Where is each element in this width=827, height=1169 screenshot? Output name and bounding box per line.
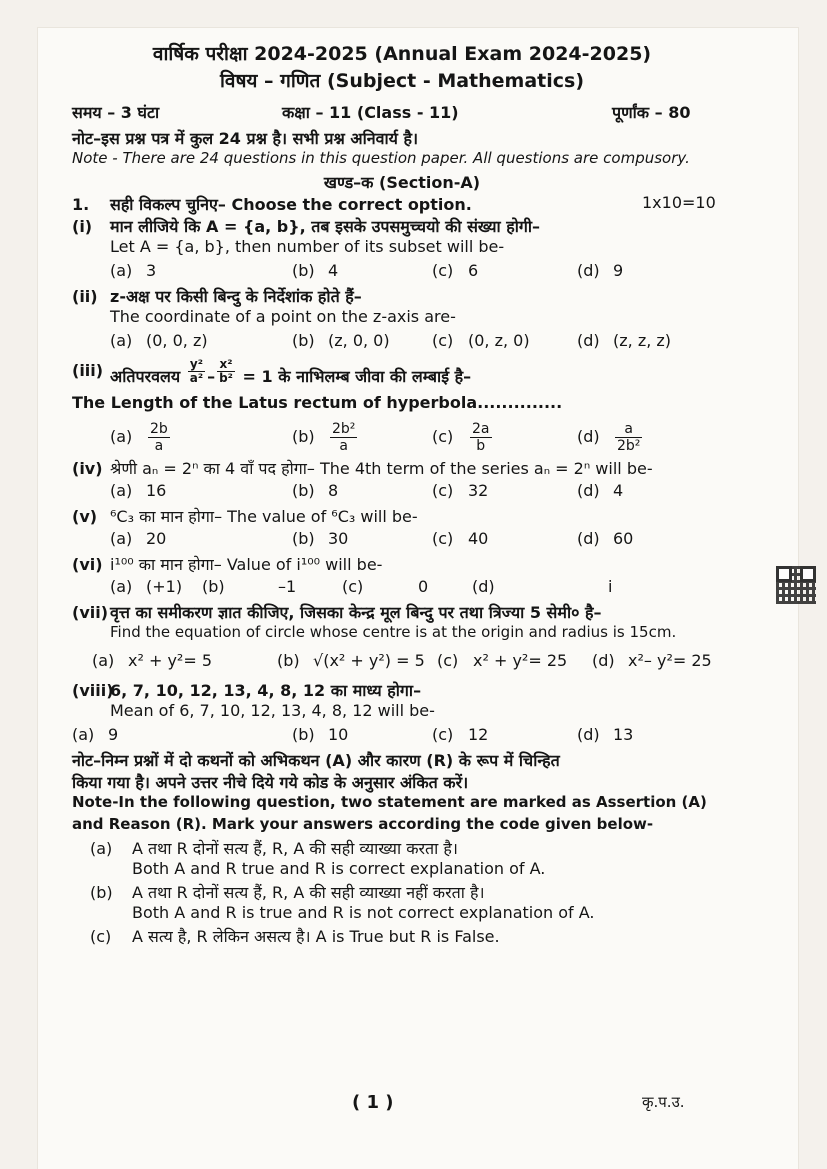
question-iii-options bbox=[72, 415, 732, 457]
question-1-number: 1. bbox=[72, 195, 90, 214]
question-vi-text: i¹⁰⁰ का मान होगा– Value of i¹⁰⁰ will be- bbox=[110, 555, 383, 574]
code-c: (c) A सत्य है, R लेकिन असत्य है। A is True but R is False. bbox=[90, 927, 500, 946]
question-vii-english: Find the equation of circle whose centre is at the origin and radius is 15cm. bbox=[110, 623, 677, 641]
hyperbola-x-term: $\frac{\text{x²}}{\text{b²}}$ bbox=[219, 357, 233, 385]
option-c: (c) $\frac{2a}{b}$ bbox=[432, 421, 490, 454]
ar-note-english-2: and Reason (R). Mark your answers according the code given below- bbox=[72, 815, 654, 833]
question-i-options bbox=[72, 259, 732, 285]
page-number: ( 1 ) bbox=[352, 1092, 394, 1113]
option-c: (c) 12 bbox=[432, 725, 489, 744]
ar-note-hindi-1: नोट–निम्न प्रश्नों में दो कथनों को अभिकथन (A) और कारण (R) के रूप में चिन्हित bbox=[72, 751, 560, 770]
option-d: (d) 4 bbox=[577, 481, 624, 500]
option-a: (a) x² + y²= 5 bbox=[92, 651, 213, 670]
question-iv-number: (iv) bbox=[72, 459, 103, 478]
option-c: (c) 32 bbox=[432, 481, 489, 500]
minus-sign: – bbox=[207, 367, 216, 386]
question-vi-options bbox=[72, 575, 732, 601]
question-viii-number: (viii) bbox=[72, 681, 114, 700]
option-c: (c) 40 bbox=[432, 529, 489, 548]
question-viii-options bbox=[72, 723, 732, 749]
ar-note-english-1: Note-In the following question, two statement are marked as Assertion (A) bbox=[72, 793, 707, 811]
question-vii-options bbox=[72, 649, 732, 679]
question-vii-hindi: वृत्त का समीकरण ज्ञात कीजिए, जिसका केन्द्र मूल बिन्दु पर तथा त्रिज्या 5 सेमी० है– bbox=[110, 603, 602, 622]
exam-page bbox=[72, 40, 732, 1113]
exam-subject: विषय – गणित (Subject - Mathematics) bbox=[219, 70, 585, 92]
question-i bbox=[72, 215, 732, 237]
option-d: (d) (z, z, z) bbox=[577, 331, 672, 350]
section-heading: खण्ड–क (Section-A) bbox=[323, 173, 481, 192]
exam-time: समय – 3 घंटा bbox=[72, 103, 160, 122]
question-ii-hindi: z-अक्ष पर किसी बिन्दु के निर्देशांक होते हैं– bbox=[110, 287, 362, 306]
question-vi-number: (vi) bbox=[72, 555, 103, 574]
exam-meta-row bbox=[72, 97, 732, 127]
option-d: (d) 9 bbox=[577, 261, 624, 280]
option-c: (c) x² + y²= 25 bbox=[437, 651, 568, 670]
question-iii bbox=[72, 355, 732, 389]
question-viii-english: Mean of 6, 7, 10, 12, 13, 4, 8, 12 will be- bbox=[110, 701, 435, 720]
exam-class: कक्षा – 11 (Class - 11) bbox=[282, 103, 459, 122]
question-vi bbox=[72, 553, 732, 575]
option-d: (d) x²– y²= 25 bbox=[592, 651, 712, 670]
question-v-number: (v) bbox=[72, 507, 98, 526]
question-iv-text: श्रेणी aₙ = 2ⁿ का 4 वाँ पद होगा– The 4th term of the series aₙ = 2ⁿ will be- bbox=[110, 459, 653, 478]
question-1-heading bbox=[72, 193, 732, 215]
option-a: (a) 20 bbox=[110, 529, 167, 548]
option-a: (a) 3 bbox=[110, 261, 157, 280]
option-c: (c) (0, z, 0) bbox=[432, 331, 530, 350]
option-d: (d) $\frac{a}{\text{2b²}}$ bbox=[577, 421, 641, 454]
question-vii-number: (vii) bbox=[72, 603, 109, 622]
option-a: (a) (+1) bbox=[110, 577, 183, 596]
question-iii-hindi-pre: अतिपरवलय bbox=[110, 367, 181, 386]
question-viii-hindi: 6, 7, 10, 12, 13, 4, 8, 12 का माध्य होगा– bbox=[110, 681, 422, 700]
please-turn-over: कृ.प.उ. bbox=[642, 1093, 685, 1111]
option-b: (b) $\frac{\text{2b²}}{a}$ bbox=[292, 421, 356, 454]
code-b-english: Both A and R is true and R is not correct explanation of A. bbox=[132, 903, 595, 922]
question-1-marks: 1x10=10 bbox=[642, 193, 716, 212]
question-ii-options bbox=[72, 329, 732, 355]
option-d: (d) i bbox=[472, 577, 613, 596]
question-iii-english: The Length of the Latus rectum of hyperbola.............. bbox=[72, 393, 563, 412]
option-c: (c) 6 bbox=[432, 261, 479, 280]
question-vii bbox=[72, 601, 732, 623]
question-v bbox=[72, 505, 732, 527]
question-iii-hindi-post: = 1 के नाभिलम्ब जीवा की लम्बाई है– bbox=[242, 367, 472, 386]
option-b: (b) 8 bbox=[292, 481, 339, 500]
question-ii-number: (ii) bbox=[72, 287, 98, 306]
question-iv-options bbox=[72, 479, 732, 505]
option-d: (d) 13 bbox=[577, 725, 634, 744]
question-v-options bbox=[72, 527, 732, 553]
question-i-hindi: मान लीजिये कि A = {a, b}, तब इसके उपसमुच्चयो की संख्या होगी– bbox=[110, 217, 541, 236]
code-b: (b) A तथा R दोनों सत्य हैं, R, A की सही व्याख्या नहीं करता है। bbox=[90, 883, 485, 902]
exam-title: वार्षिक परीक्षा 2024-2025 (Annual Exam 2024-2025) bbox=[152, 43, 652, 65]
code-a-english: Both A and R true and R is correct explanation of A. bbox=[132, 859, 546, 878]
question-iv bbox=[72, 457, 732, 479]
note-hindi: नोट–इस प्रश्न पत्र में कुल 24 प्रश्न है। सभी प्रश्न अनिवार्य है। bbox=[72, 129, 419, 148]
question-i-number: (i) bbox=[72, 217, 93, 236]
option-a: (a) 9 bbox=[72, 725, 119, 744]
question-1-text: सही विकल्प चुनिए– Choose the correct option. bbox=[110, 195, 472, 214]
option-b: (b) 4 bbox=[292, 261, 339, 280]
code-a: (a) A तथा R दोनों सत्य हैं, R, A की सही व्याख्या करता है। bbox=[90, 839, 458, 858]
question-iii-number: (iii) bbox=[72, 361, 104, 380]
hyperbola-y-term: $\frac{\text{y²}}{\text{a²}}$ bbox=[189, 357, 204, 385]
exam-marks: पूर्णांक – 80 bbox=[612, 103, 691, 122]
option-a: (a) $\frac{2b}{a}$ bbox=[110, 421, 168, 454]
question-ii bbox=[72, 285, 732, 307]
note-english: Note - There are 24 questions in this question paper. All questions are compusory. bbox=[72, 149, 690, 167]
question-ii-english: The coordinate of a point on the z-axis are- bbox=[110, 307, 456, 326]
option-d: (d) 60 bbox=[577, 529, 634, 548]
question-i-english: Let A = {a, b}, then number of its subset will be- bbox=[110, 237, 505, 256]
option-b: (b) –1 bbox=[202, 577, 297, 596]
page-footer bbox=[72, 1092, 732, 1116]
option-b: (b) 10 bbox=[292, 725, 349, 744]
qr-code bbox=[776, 566, 816, 604]
option-a: (a) (0, 0, z) bbox=[110, 331, 208, 350]
option-c: (c) 0 bbox=[342, 577, 429, 596]
question-viii bbox=[72, 679, 732, 701]
question-v-text: ⁶C₃ का मान होगा– The value of ⁶C₃ will be- bbox=[110, 507, 418, 526]
option-b: (b) 30 bbox=[292, 529, 349, 548]
option-b: (b) (z, 0, 0) bbox=[292, 331, 390, 350]
ar-note-hindi-2: किया गया है। अपने उत्तर नीचे दिये गये कोड के अनुसार अंकित करें। bbox=[72, 773, 469, 792]
option-a: (a) 16 bbox=[110, 481, 167, 500]
option-b: (b) √(x² + y²) = 5 bbox=[277, 651, 425, 670]
